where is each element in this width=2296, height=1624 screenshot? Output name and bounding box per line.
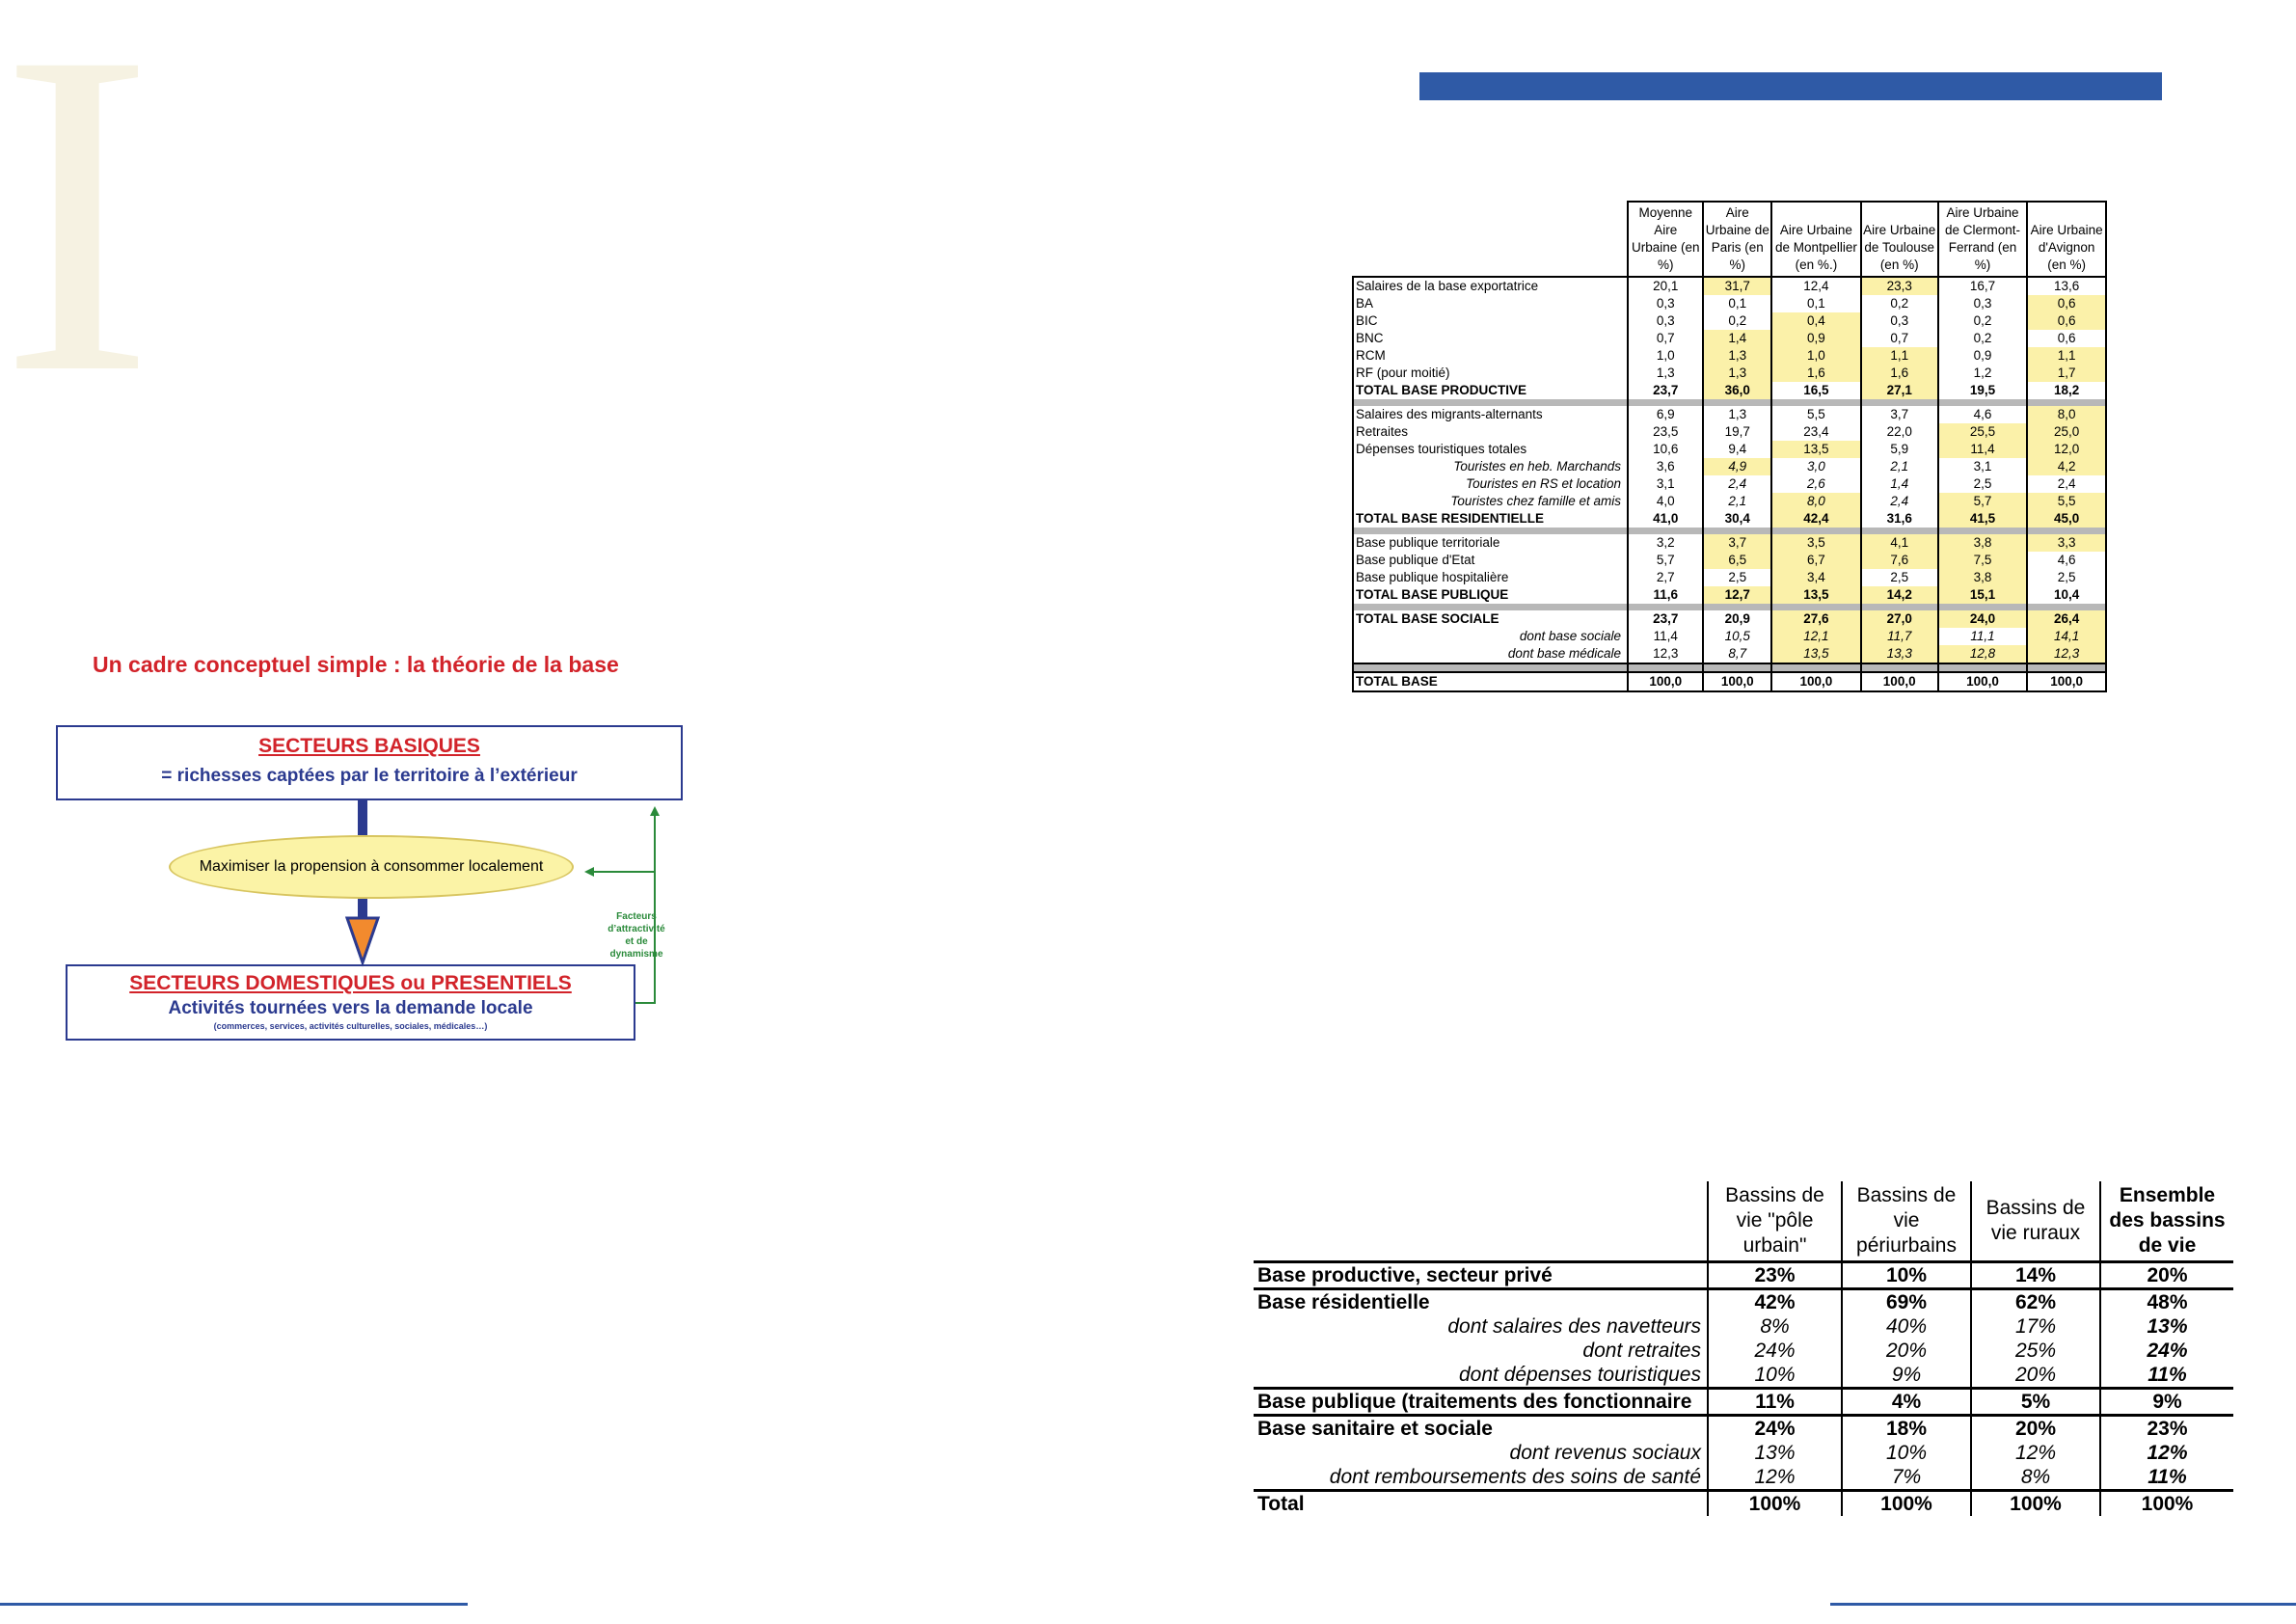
cell: 12,4 (1771, 277, 1861, 295)
cell: 6,7 (1771, 552, 1861, 569)
table-row (1353, 610, 2106, 628)
table2-header: Bassins de vie périurbains (1842, 1181, 1971, 1262)
cell: 4,1 (1861, 534, 1938, 552)
cell: 20% (1971, 1416, 2100, 1442)
basic-sectors-text: = richesses captées par le territoire à l’extérieur (161, 766, 578, 786)
cell: 3,4 (1771, 569, 1861, 586)
cell: 11,4 (1628, 628, 1703, 645)
cell: 100,0 (1771, 672, 1861, 691)
cell: 3,1 (1628, 475, 1703, 493)
cell: 100% (2100, 1491, 2233, 1517)
cell: 100,0 (1938, 672, 2028, 691)
cell: 1,3 (1703, 406, 1771, 423)
cell: 62% (1971, 1289, 2100, 1315)
cell: 0,1 (1703, 295, 1771, 312)
table-row (1353, 493, 2106, 510)
cell: 0,4 (1771, 312, 1861, 330)
basic-sectors-box (56, 725, 683, 800)
cell: 4,6 (1938, 406, 2028, 423)
row-label: RF (pour moitié) (1353, 365, 1628, 382)
table-row (1254, 1465, 2233, 1491)
table-row (1353, 382, 2106, 399)
table-separator (1353, 663, 2106, 672)
cell: 100% (1708, 1491, 1842, 1517)
cell: 9% (1842, 1363, 1971, 1389)
table-row (1353, 672, 2106, 691)
cell: 11,4 (1938, 441, 2028, 458)
cell: 6,9 (1628, 406, 1703, 423)
table-row (1254, 1416, 2233, 1442)
cell: 5,7 (1628, 552, 1703, 569)
row-label: dont revenus sociaux (1509, 1442, 1701, 1464)
cell: 13,5 (1771, 586, 1861, 604)
cell: 10,5 (1703, 628, 1771, 645)
cell: 11,7 (1861, 628, 1938, 645)
row-label: Total (1254, 1491, 1708, 1517)
cell: 12,7 (1703, 586, 1771, 604)
cell: 10% (1842, 1441, 1971, 1465)
row-label: Retraites (1353, 423, 1628, 441)
cell: 1,3 (1703, 365, 1771, 382)
table-row (1254, 1441, 2233, 1465)
cell: 3,8 (1938, 534, 2028, 552)
down-arrow-icon (347, 918, 378, 962)
cell: 5,5 (1771, 406, 1861, 423)
cell: 27,6 (1771, 610, 1861, 628)
cell: 25% (1971, 1339, 2100, 1363)
row-label: dont base sociale (1353, 628, 1628, 645)
table-row (1254, 1389, 2233, 1416)
cell: 11% (1708, 1389, 1842, 1416)
table1-header: Aire Urbaine de Clermont-Ferrand (en %) (1938, 202, 2028, 277)
cell: 1,7 (2027, 365, 2106, 382)
cell: 8% (1971, 1465, 2100, 1491)
table-row (1353, 475, 2106, 493)
cell: 23,4 (1771, 423, 1861, 441)
row-label: Base productive, secteur privé (1254, 1262, 1708, 1289)
cell: 18,2 (2027, 382, 2106, 399)
cell: 18% (1842, 1416, 1971, 1442)
cell: 1,3 (1703, 347, 1771, 365)
table1-header: Aire Urbaine de Paris (en %) (1703, 202, 1771, 277)
cell: 42% (1708, 1289, 1842, 1315)
cell: 5% (1971, 1389, 2100, 1416)
table-separator (1353, 604, 2106, 610)
cell: 2,7 (1628, 569, 1703, 586)
diagram-title: Un cadre conceptuel simple : la théorie de la base (93, 652, 619, 677)
table1-header: Aire Urbaine de Montpellier (en %.) (1771, 202, 1861, 277)
table-row (1353, 277, 2106, 295)
cell: 0,2 (1703, 312, 1771, 330)
cell: 8% (1708, 1314, 1842, 1339)
domestic-sectors-box (66, 964, 635, 1041)
cell: 0,1 (1771, 295, 1861, 312)
cell: 3,1 (1938, 458, 2028, 475)
domestic-sectors-text: Activités tournées vers la demande locale (168, 998, 533, 1018)
cell: 12% (1708, 1465, 1842, 1491)
cell: 10,4 (2027, 586, 2106, 604)
basic-sectors-heading: SECTEURS BASIQUES (258, 735, 480, 757)
row-label: TOTAL BASE PRODUCTIVE (1353, 382, 1628, 399)
cell: 100,0 (1703, 672, 1771, 691)
arrow-shaft-top (358, 800, 367, 835)
table-row (1254, 1339, 2233, 1363)
cell: 1,1 (2027, 347, 2106, 365)
domestic-sectors-heading: SECTEURS DOMESTIQUES ou PRESENTIELS (129, 972, 572, 994)
cell: 5,5 (2027, 493, 2106, 510)
cell: 5,9 (1861, 441, 1938, 458)
cell: 1,1 (1861, 347, 1938, 365)
living-areas-table (1254, 1181, 2233, 1516)
attractiveness-factors-label: Facteurs d’attractivité et de dynamisme (608, 911, 665, 960)
cell: 45,0 (2027, 510, 2106, 528)
table2-header: Bassins de vie "pôle urbain" (1708, 1181, 1842, 1262)
table-row (1353, 458, 2106, 475)
cell: 1,4 (1703, 330, 1771, 347)
cell: 25,5 (1938, 423, 2028, 441)
row-label: Salaires de la base exportatrice (1353, 277, 1628, 295)
cell: 3,7 (1703, 534, 1771, 552)
cell: 100% (1971, 1491, 2100, 1517)
cell: 0,3 (1628, 312, 1703, 330)
cell: 31,6 (1861, 510, 1938, 528)
cell: 2,5 (2027, 569, 2106, 586)
cell: 14,1 (2027, 628, 2106, 645)
row-label: Touristes en heb. Marchands (1353, 458, 1628, 475)
consumption-ellipse: Maximiser la propension à consommer localement (169, 835, 574, 899)
row-label: dont dépenses touristiques (1458, 1364, 1701, 1386)
cell: 7,6 (1861, 552, 1938, 569)
cell: 0,2 (1938, 312, 2028, 330)
row-label: Base publique (traitements des fonctionnaire (1254, 1389, 1708, 1416)
row-label: dont retraites (1582, 1340, 1701, 1362)
cell: 9% (2100, 1389, 2233, 1416)
cell: 11,1 (1938, 628, 2028, 645)
cell: 0,2 (1938, 330, 2028, 347)
row-label: TOTAL BASE PUBLIQUE (1353, 586, 1628, 604)
cell: 2,4 (1703, 475, 1771, 493)
row-label: BIC (1353, 312, 1628, 330)
cell: 41,0 (1628, 510, 1703, 528)
cell: 20% (1842, 1339, 1971, 1363)
cell: 1,4 (1861, 475, 1938, 493)
cell: 16,5 (1771, 382, 1861, 399)
cell: 13% (2100, 1314, 2233, 1339)
cell: 4,6 (2027, 552, 2106, 569)
cell: 1,6 (1771, 365, 1861, 382)
cell: 2,4 (1861, 493, 1938, 510)
cell: 20,9 (1703, 610, 1771, 628)
cell: 13% (1708, 1441, 1842, 1465)
row-label: Base publique d'Etat (1353, 552, 1628, 569)
cell: 24% (1708, 1416, 1842, 1442)
table-row (1353, 552, 2106, 569)
cell: 0,7 (1861, 330, 1938, 347)
row-label: dont salaires des navetteurs (1447, 1315, 1701, 1338)
table-row (1353, 406, 2106, 423)
cell: 17% (1971, 1314, 2100, 1339)
cell: 0,3 (1938, 295, 2028, 312)
cell: 0,3 (1861, 312, 1938, 330)
table-row (1353, 534, 2106, 552)
cell: 22,0 (1861, 423, 1938, 441)
cell: 2,4 (2027, 475, 2106, 493)
table-row (1353, 365, 2106, 382)
row-label: BNC (1353, 330, 1628, 347)
cell: 100,0 (2027, 672, 2106, 691)
cell: 4% (1842, 1389, 1971, 1416)
row-label: Base publique territoriale (1353, 534, 1628, 552)
row-label: Dépenses touristiques totales (1353, 441, 1628, 458)
row-label: Touristes chez famille et amis (1353, 493, 1628, 510)
cell: 31,7 (1703, 277, 1771, 295)
cell: 2,5 (1938, 475, 2028, 493)
cell: 23,7 (1628, 382, 1703, 399)
cell: 3,2 (1628, 534, 1703, 552)
decorative-initial-letter: I (0, 0, 154, 444)
table1-corner (1353, 202, 1628, 277)
feedback-line (635, 814, 655, 1003)
cell: 6,5 (1703, 552, 1771, 569)
table2-corner (1254, 1181, 1708, 1262)
table-row (1254, 1491, 2233, 1517)
cell: 3,8 (1938, 569, 2028, 586)
cell: 1,3 (1628, 365, 1703, 382)
cell: 8,0 (2027, 406, 2106, 423)
cell: 25,0 (2027, 423, 2106, 441)
cell: 19,5 (1938, 382, 2028, 399)
cell: 10% (1842, 1262, 1971, 1289)
row-label: dont base médicale (1353, 645, 1628, 663)
cell: 5,7 (1938, 493, 2028, 510)
cell: 14,2 (1861, 586, 1938, 604)
row-label: TOTAL BASE RESIDENTIELLE (1353, 510, 1628, 528)
cell: 100% (1842, 1491, 1971, 1517)
cell: 0,6 (2027, 312, 2106, 330)
table-row (1254, 1314, 2233, 1339)
cell: 1,0 (1628, 347, 1703, 365)
cell: 16,7 (1938, 277, 2028, 295)
cell: 48% (2100, 1289, 2233, 1315)
cell: 14% (1971, 1262, 2100, 1289)
arrow-shaft-bottom (358, 899, 367, 918)
domestic-sectors-note: (commerces, services, activités culturelles, sociales, médicales…) (213, 1021, 488, 1031)
table-row (1353, 330, 2106, 347)
cell: 24% (2100, 1339, 2233, 1363)
cell: 12,1 (1771, 628, 1861, 645)
cell: 24,0 (1938, 610, 2028, 628)
row-label: TOTAL BASE SOCIALE (1353, 610, 1628, 628)
up-arrow-icon (650, 806, 660, 816)
cell: 3,3 (2027, 534, 2106, 552)
cell: 69% (1842, 1289, 1971, 1315)
cell: 42,4 (1771, 510, 1861, 528)
row-label: dont remboursements des soins de santé (1329, 1466, 1701, 1488)
table-row (1254, 1262, 2233, 1289)
row-label: RCM (1353, 347, 1628, 365)
cell: 20,1 (1628, 277, 1703, 295)
cell: 11,6 (1628, 586, 1703, 604)
table-row (1353, 423, 2106, 441)
table1-header: Moyenne Aire Urbaine (en %) (1628, 202, 1703, 277)
cell: 20% (1971, 1363, 2100, 1389)
cell: 13,6 (2027, 277, 2106, 295)
cell: 26,4 (2027, 610, 2106, 628)
cell: 100,0 (1861, 672, 1938, 691)
table-row (1353, 586, 2106, 604)
cell: 13,5 (1771, 441, 1861, 458)
cell: 3,6 (1628, 458, 1703, 475)
table1-header: Aire Urbaine de Toulouse (en %) (1861, 202, 1938, 277)
cell: 10,6 (1628, 441, 1703, 458)
cell: 9,4 (1703, 441, 1771, 458)
table2-header: Ensemble des bassins de vie (2100, 1181, 2233, 1262)
cell: 1,2 (1938, 365, 2028, 382)
urban-area-base-table (1352, 201, 2107, 692)
cell: 2,6 (1771, 475, 1861, 493)
cell: 12,3 (2027, 645, 2106, 663)
cell: 100,0 (1628, 672, 1703, 691)
cell: 30,4 (1703, 510, 1771, 528)
cell: 11% (2100, 1465, 2233, 1491)
cell: 0,9 (1771, 330, 1861, 347)
cell: 0,6 (2027, 295, 2106, 312)
cell: 2,5 (1703, 569, 1771, 586)
row-label: Base publique hospitalière (1353, 569, 1628, 586)
cell: 11% (2100, 1363, 2233, 1389)
cell: 23,3 (1861, 277, 1938, 295)
table-row (1353, 312, 2106, 330)
cell: 1,0 (1771, 347, 1861, 365)
cell: 13,3 (1861, 645, 1938, 663)
cell: 19,7 (1703, 423, 1771, 441)
cell: 4,0 (1628, 493, 1703, 510)
table-separator (1353, 399, 2106, 406)
cell: 12,3 (1628, 645, 1703, 663)
left-arrow-icon (584, 867, 594, 877)
cell: 8,0 (1771, 493, 1861, 510)
cell: 2,1 (1703, 493, 1771, 510)
row-label: TOTAL BASE (1353, 672, 1628, 691)
cell: 0,9 (1938, 347, 2028, 365)
cell: 0,7 (1628, 330, 1703, 347)
row-label: BA (1353, 295, 1628, 312)
cell: 41,5 (1938, 510, 2028, 528)
table-row (1353, 628, 2106, 645)
cell: 12% (2100, 1441, 2233, 1465)
cell: 8,7 (1703, 645, 1771, 663)
table-row (1353, 347, 2106, 365)
cell: 23,5 (1628, 423, 1703, 441)
cell: 7% (1842, 1465, 1971, 1491)
cell: 3,7 (1861, 406, 1938, 423)
row-label: Base sanitaire et sociale (1254, 1416, 1708, 1442)
cell: 7,5 (1938, 552, 2028, 569)
cell: 2,5 (1861, 569, 1938, 586)
cell: 2,1 (1861, 458, 1938, 475)
table-row (1353, 441, 2106, 458)
cell: 23% (2100, 1416, 2233, 1442)
row-label: Salaires des migrants-alternants (1353, 406, 1628, 423)
table-row (1353, 295, 2106, 312)
table-row (1353, 510, 2106, 528)
cell: 13,5 (1771, 645, 1861, 663)
cell: 40% (1842, 1314, 1971, 1339)
cell: 3,0 (1771, 458, 1861, 475)
cell: 27,1 (1861, 382, 1938, 399)
cell: 0,2 (1861, 295, 1938, 312)
row-label: Base résidentielle (1254, 1289, 1708, 1315)
row-label: Touristes en RS et location (1353, 475, 1628, 493)
cell: 10% (1708, 1363, 1842, 1389)
cell: 27,0 (1861, 610, 1938, 628)
cell: 12,0 (2027, 441, 2106, 458)
cell: 12% (1971, 1441, 2100, 1465)
cell: 23% (1708, 1262, 1842, 1289)
table-row (1254, 1363, 2233, 1389)
cell: 12,8 (1938, 645, 2028, 663)
table2-header: Bassins de vie ruraux (1971, 1181, 2100, 1262)
cell: 20% (2100, 1262, 2233, 1289)
cell: 24% (1708, 1339, 1842, 1363)
cell: 4,2 (2027, 458, 2106, 475)
table1-header: Aire Urbaine d'Avignon (en %) (2027, 202, 2106, 277)
table-row (1254, 1289, 2233, 1315)
cell: 0,3 (1628, 295, 1703, 312)
table-row (1353, 569, 2106, 586)
cell: 3,5 (1771, 534, 1861, 552)
cell: 1,6 (1861, 365, 1938, 382)
cell: 23,7 (1628, 610, 1703, 628)
cell: 36,0 (1703, 382, 1771, 399)
table-row (1353, 645, 2106, 663)
cell: 4,9 (1703, 458, 1771, 475)
cell: 0,6 (2027, 330, 2106, 347)
cell: 15,1 (1938, 586, 2028, 604)
table-separator (1353, 528, 2106, 534)
